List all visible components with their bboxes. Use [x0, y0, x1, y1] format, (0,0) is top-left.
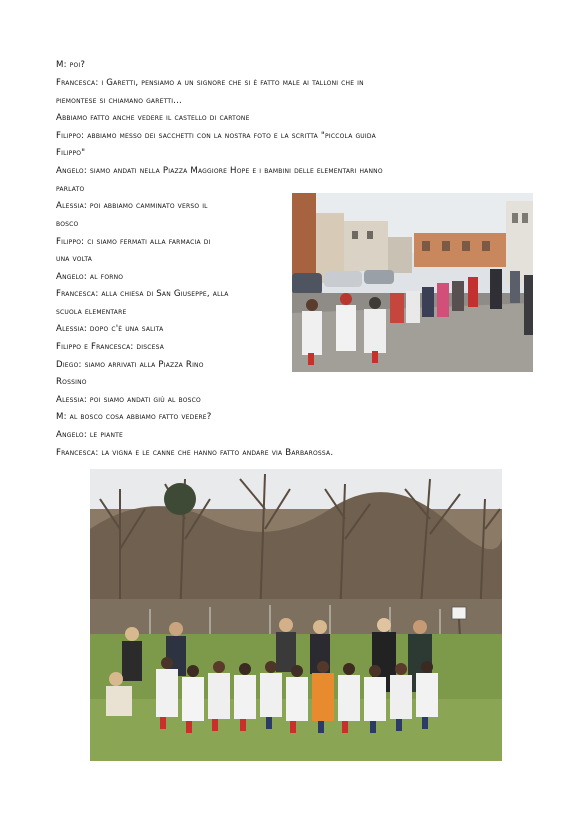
- dialogue-line: Diego: siamo arrivati alla Piazza Rino: [56, 360, 204, 370]
- dialogue-line: Angelo: al forno: [56, 272, 124, 282]
- dialogue-line: Angelo: siamo andati nella Piazza Maggiore Hope e i bambini delle elementari hanno: [56, 166, 383, 176]
- dialogue-line: Angelo: le piante: [56, 430, 123, 440]
- dialogue-line: scuola elementare: [56, 307, 127, 317]
- dialogue-line: Abbiamo fatto anche vedere il castello di cartone: [56, 113, 250, 123]
- dialogue-line: Alessia: poi abbiamo camminato verso il: [56, 201, 208, 211]
- dialogue-line: Filippo: abbiamo messo dei sacchetti con la nostra foto e la scritta "piccola guida: [56, 131, 376, 141]
- dialogue-line: una volta: [56, 254, 93, 264]
- dialogue-line: Francesca: alla chiesa di San Giuseppe, alla: [56, 289, 229, 299]
- group-photo-woods: [90, 469, 502, 761]
- dialogue-line: Alessia: dopo c'è una salita: [56, 324, 164, 334]
- town-square-photo: [292, 193, 533, 372]
- dialogue-line: Francesca: i Garetti, pensiamo a un signore che si è fatto male ai talloni che in: [56, 78, 364, 88]
- dialogue-line: Filippo: ci siamo fermati alla farmacia di: [56, 237, 211, 247]
- dialogue-line: Francesca: la vigna e le canne che hanno fatto andare via Barbarossa.: [56, 448, 334, 458]
- dialogue-line: Rossino: [56, 377, 87, 387]
- dialogue-line: piemontese si chiamano garetti...: [56, 96, 182, 106]
- dialogue-line: bosco: [56, 219, 79, 229]
- dialogue-line: Alessia: poi siamo andati giù al bosco: [56, 395, 201, 405]
- dialogue-line: parlato: [56, 184, 85, 194]
- dialogue-line: Filippo e Francesca: discesa: [56, 342, 165, 352]
- dialogue-line: Filippo": [56, 148, 86, 158]
- dialogue-line: M: al bosco cosa abbiamo fatto vedere?: [56, 412, 212, 422]
- dialogue-line: M: poi?: [56, 60, 86, 70]
